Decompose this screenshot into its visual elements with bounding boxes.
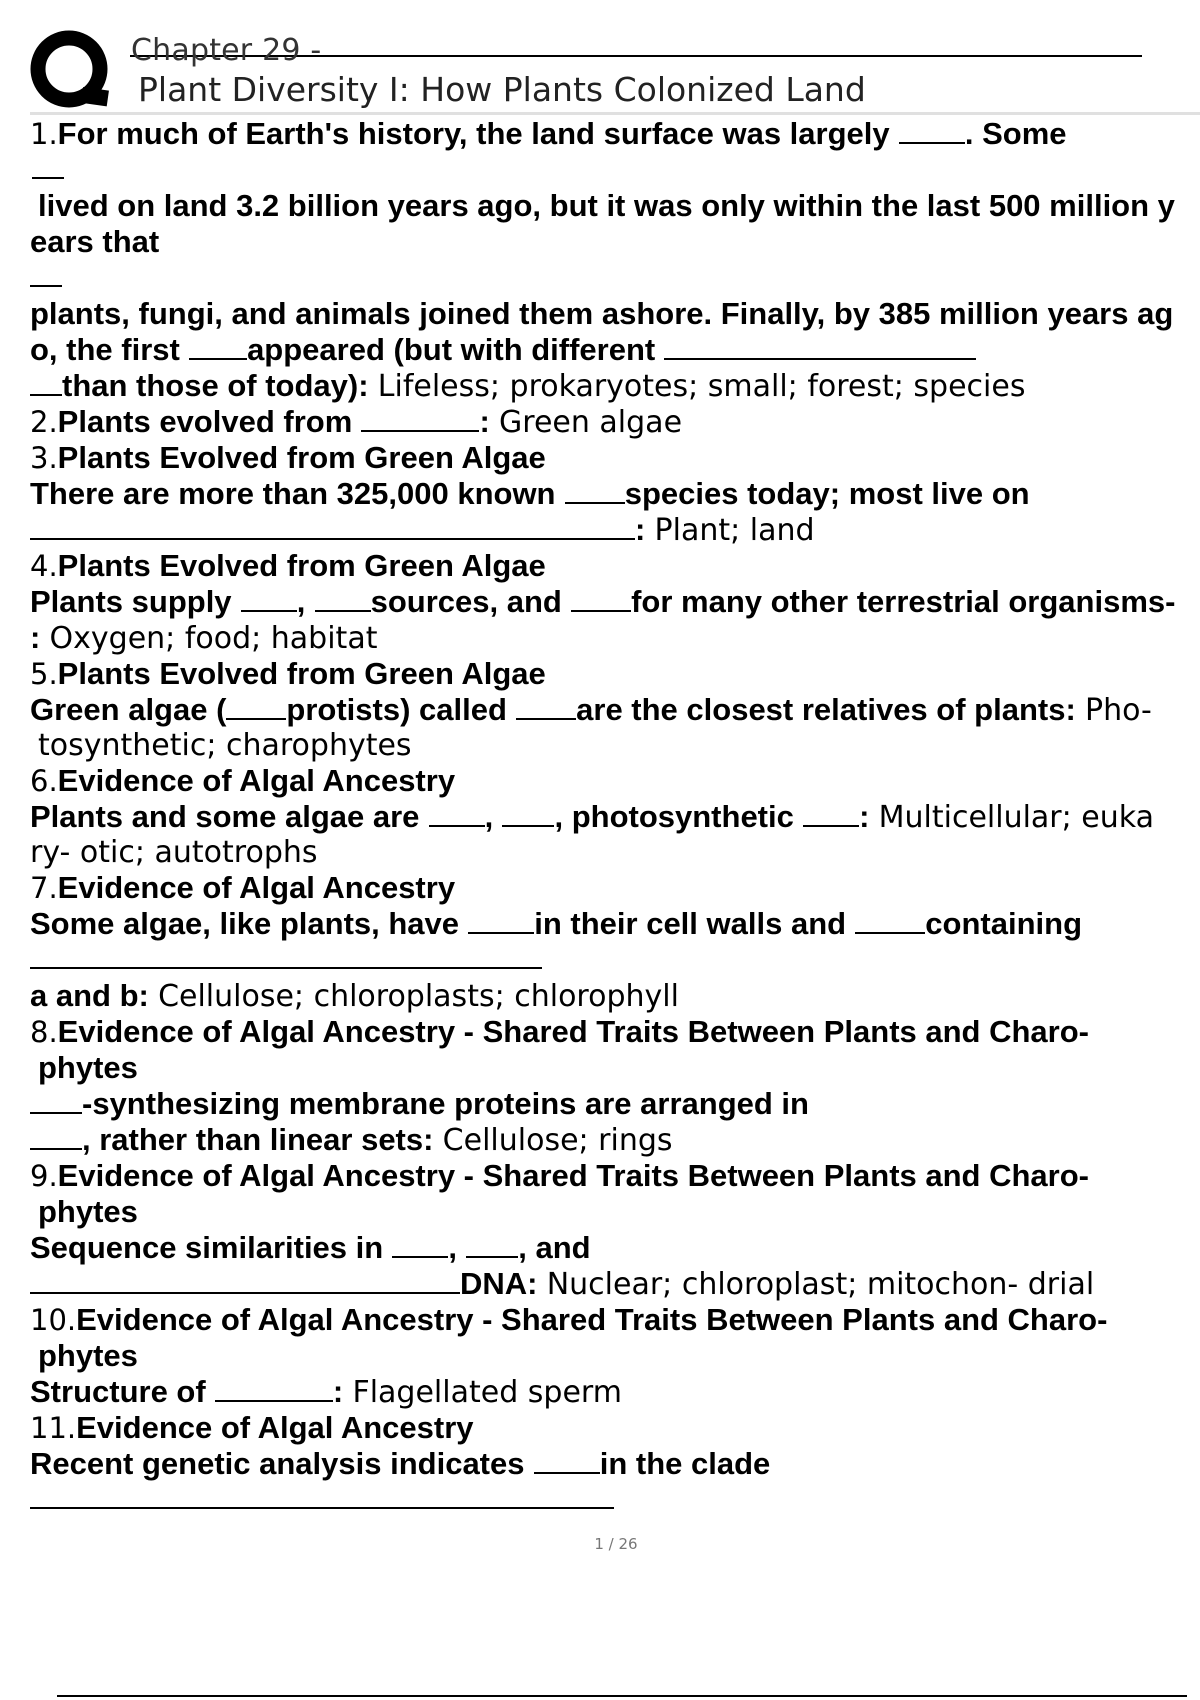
answer-text: tosynthetic; charophytes — [38, 728, 412, 763]
answer-blank[interactable] — [30, 260, 62, 287]
answer-blank[interactable] — [30, 1267, 460, 1294]
answer-blank[interactable] — [30, 513, 635, 540]
answer-blank[interactable] — [571, 585, 631, 612]
question-title: Plants Evolved from Green Algae — [57, 656, 546, 691]
answer-text: Green algae — [499, 405, 683, 440]
question-number: 8. — [30, 1015, 58, 1049]
question-title: Evidence of Algal Ancestry — [76, 1410, 474, 1445]
question-number: 7. — [30, 871, 58, 905]
answer-text: Nuclear; chloroplast; mitochon- drial — [546, 1267, 1095, 1302]
chapter-title: Chapter 29 - — [131, 33, 322, 68]
question-number: 4. — [30, 549, 58, 583]
question-11: 11.Evidence of Algal Ancestry Recent genetic analysis indicates in the clade — [30, 1410, 1195, 1518]
answer-blank[interactable] — [502, 800, 554, 827]
question-number: 3. — [30, 441, 58, 475]
header-divider — [30, 112, 1200, 115]
question-8: 8.Evidence of Algal Ancestry - Shared Traits Between Plants and Charo- phytes -synthesizing membrane proteins are arranged in , rather than linear sets: Cellulose; rings — [30, 1014, 1089, 1158]
answer-blank[interactable] — [189, 333, 247, 360]
quizlet-logo-icon — [30, 30, 112, 112]
answer-blank[interactable] — [466, 1231, 518, 1258]
question-7: 7.Evidence of Algal Ancestry Some algae, like plants, have in their cell walls and containing a and b: Cellulose; chloroplasts; chlorophyll — [30, 870, 1083, 1014]
answer-blank[interactable] — [30, 1123, 82, 1150]
question-5: 5.Plants Evolved from Green Algae Green algae ( protists) called are the closest relatives of plants: Pho- tosynthetic; charophytes — [30, 656, 1152, 763]
question-2: 2.Plants evolved from : Green algae — [30, 404, 683, 440]
question-title: Evidence of Algal Ancestry - Shared Traits Between Plants and Charo- — [57, 1158, 1089, 1193]
question-number: 6. — [30, 764, 58, 798]
answer-text: Plant; land — [654, 513, 815, 548]
answer-text: Pho- — [1085, 693, 1152, 728]
question-number: 5. — [30, 657, 58, 691]
question-number: 1. — [30, 117, 58, 151]
question-number: 9. — [30, 1159, 58, 1193]
answer-text: Cellulose; rings — [442, 1123, 673, 1158]
question-4: 4.Plants Evolved from Green Algae Plants supply , sources, and for many other terrestrial organisms- : Oxygen; food; habitat — [30, 548, 1176, 656]
page-indicator: 1 / 26 — [594, 1535, 638, 1553]
answer-blank[interactable] — [855, 907, 925, 934]
answer-blank[interactable] — [899, 117, 965, 144]
answer-text: Lifeless; prokaryotes; small; forest; species — [377, 369, 1026, 404]
answer-blank[interactable] — [315, 585, 371, 612]
answer-text: Oxygen; food; habitat — [49, 621, 378, 656]
answer-blank[interactable] — [30, 1482, 614, 1509]
question-title: Plants Evolved from Green Algae — [57, 440, 546, 475]
question-title: Plants Evolved from Green Algae — [57, 548, 546, 583]
answer-blank[interactable] — [516, 693, 576, 720]
question-number: 2. — [30, 405, 58, 439]
answer-blank[interactable] — [215, 1375, 333, 1402]
answer-blank[interactable] — [565, 477, 625, 504]
answer-blank[interactable] — [392, 1231, 448, 1258]
answer-blank[interactable] — [30, 1087, 82, 1114]
question-6: 6.Evidence of Algal Ancestry Plants and some algae are , , photosynthetic : Multicellular; euka ry- otic; autotrophs — [30, 763, 1154, 870]
answer-blank[interactable] — [30, 942, 542, 969]
footer-rule — [57, 1695, 1187, 1697]
answer-blank[interactable] — [664, 333, 976, 360]
answer-blank[interactable] — [803, 800, 859, 827]
answer-text: Cellulose; chloroplasts; chlorophyll — [158, 979, 679, 1014]
answer-blank[interactable] — [361, 405, 479, 432]
answer-blank[interactable] — [226, 693, 286, 720]
answer-blank[interactable] — [30, 369, 62, 396]
question-title: Evidence of Algal Ancestry - Shared Traits Between Plants and Charo- — [57, 1014, 1089, 1049]
question-title: Evidence of Algal Ancestry — [57, 763, 456, 798]
answer-text: Flagellated sperm — [352, 1375, 622, 1410]
question-title: Evidence of Algal Ancestry — [57, 870, 456, 905]
question-1: 1.For much of Earth's history, the land surface was largely . Some lived on land 3.2 billion years ago, but it was only within the last 500 million y ears that plants, fungi, and animals joined them ashore. Finally, by 385 million years ag o, the first appeared (but with different than those of today): Lifeless; prokaryotes; small; forest; species — [30, 116, 1175, 404]
question-title: Evidence of Algal Ancestry - Shared Traits Between Plants and Charo- — [76, 1302, 1108, 1337]
answer-text: Multicellular; euka — [878, 800, 1154, 835]
question-number: 11. — [30, 1411, 77, 1445]
answer-blank[interactable] — [241, 585, 297, 612]
answer-text: ry- otic; autotrophs — [30, 835, 318, 870]
question-10: 10.Evidence of Algal Ancestry - Shared Traits Between Plants and Charo- phytes Structure of : Flagellated sperm — [30, 1302, 1108, 1410]
chapter-subtitle: Plant Diversity I: How Plants Colonized Land — [138, 70, 866, 109]
answer-blank[interactable] — [429, 800, 485, 827]
answer-blank[interactable] — [468, 907, 534, 934]
question-9: 9.Evidence of Algal Ancestry - Shared Traits Between Plants and Charo- phytes Sequence similarities in , , and DNA: Nuclear; chloroplast; mitochon- drial — [30, 1158, 1095, 1302]
question-3: 3.Plants Evolved from Green Algae There are more than 325,000 known species today; most live on : Plant; land — [30, 440, 1030, 548]
question-number: 10. — [30, 1303, 77, 1337]
question-list — [30, 116, 1195, 1518]
answer-blank[interactable] — [32, 152, 64, 179]
answer-blank[interactable] — [534, 1447, 600, 1474]
